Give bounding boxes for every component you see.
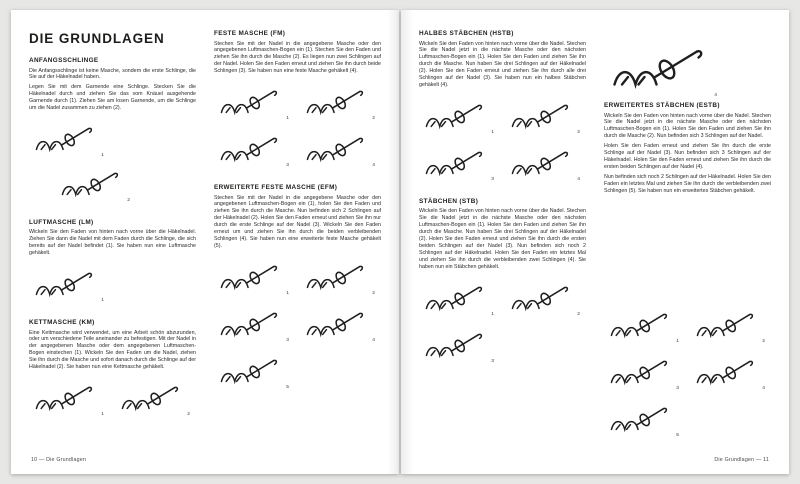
crochet-diagram [302,83,375,122]
crochet-diagram [216,130,289,169]
page-footer-right: Die Grundlagen — 11 [714,457,769,463]
crochet-diagram [421,97,494,135]
figure-number: 2 [577,129,580,135]
section-paragraph: Eine Kettmasche wird verwendet, um eine Arbeit schön abzurunden, oder um verschiedene Teile aneinander zu befestigen. Mit der Nadel in der angegebenen Masche oder dem angegebenen Luftmaschen-Bogen einstechen (1). Wickeln Sie den Faden um die Nadel, ziehen Sie ihn durch die Masche und sofort danach durch die Schlinge auf der Häkelnadel (2). Sie haben nun eine Kettmasche gehäkelt. [29,329,196,371]
crochet-diagram [216,352,289,390]
crochet-diagram [31,265,104,304]
figure-number: 1 [286,116,289,122]
crochet-diagram [507,279,580,317]
crochet-stitch-icon [216,83,282,121]
crochet-stitch-icon [57,165,123,203]
column-1 [29,30,196,448]
section-heading: ERWEITERTE FESTE MASCHE (EFM) [214,184,338,192]
left-page-columns [29,30,381,448]
figure-number: 3 [286,163,289,169]
figure-number: 5 [676,433,679,438]
crochet-diagram [216,83,289,122]
section-staebchen [419,198,586,368]
crochet-diagram [421,279,494,317]
book-spread [11,10,789,474]
figure-number: 5 [286,384,289,390]
crochet-stitch-icon [692,306,758,344]
figure-number: 2 [372,290,375,296]
figure-group [606,306,769,438]
section-heading: LUFTMASCHE (LM) [29,218,94,226]
figure-number: 3 [286,337,289,343]
figure-group [421,279,584,364]
crochet-diagram [31,379,104,417]
section-anfangsschlinge [29,57,196,207]
page-footer-left: 10 — Die Grundlagen [31,457,87,463]
section-kettmasche [29,319,196,421]
figure-group [31,265,194,303]
section-paragraph: Stechen Sie mit der Nadel in die angegebene Masche oder den angegebenen Luftmaschen-Bogen ein (1). Stechen Sie den Faden und ziehen Sie ihn durch die Masche (2). Es liegen nun zwei Schlingen auf der Nadel. Holen Sie den Faden erneut und ziehen Sie ihn durch beide Schlingen (3). Sie haben nun eine feste Masche gehäkelt (4). [214,40,381,75]
section-paragraph: Holen Sie den Faden erneut und ziehen Sie ihn durch die erste Schlinge auf der Nadel (3). Nun befinden sich 3 Schlingen auf der Häkelnadel. Holen Sie den Faden erneut und ziehen Sie ihn durch die ersten beiden Schlingen auf der Nadel (4). [604,143,771,170]
section-luftmasche [29,219,196,307]
crochet-stitch-icon [216,258,282,296]
section-heading: STÄBCHEN (STB) [419,197,479,205]
figure-number: 3 [491,176,494,182]
crochet-stitch-icon [606,353,672,391]
figure-group [31,120,194,203]
crochet-diagram [606,400,679,438]
crochet-stitch-icon [302,83,368,121]
section-paragraph: Wickeln Sie den Faden von hinten nach vorne über die Nadel. Stechen Sie die Nadel jetzt in die nächste Masche oder den nächsten Luftmaschen-Bogen ein (1). Holen Sie den Faden und ziehen Sie ihn durch die Masche. Nun haben Sie drei Schlingen auf der Häkelnadel (2). Holen Sie den Faden erneut und ziehen Sie ihn durch alle drei Schlingen auf der Nadel (3). Sie haben nun ein halbes Stäbchen gehäkelt (4). [419,40,586,88]
crochet-stitch-icon [302,305,368,343]
crochet-diagram [302,130,375,169]
column-3 [419,30,586,448]
crochet-stitch-icon [31,379,97,417]
section-paragraph: Legen Sie mit dem Garnende eine Schlinge. Stecken Sie die Häkelnadel durch und ziehen Sie das vom Knäuel ausgehende Garnende durch (1). Ziehen Sie am losen Garnende, um die Schlinge um die Nadel zusammen zu ziehen (2). [29,84,196,112]
crochet-diagram [302,258,375,296]
crochet-stitch-icon [216,305,282,343]
section-paragraph: Die Anfangsschlinge ist keine Masche, sondern die erste Schlinge, die Sie auf der Häkelnadel haben. [29,67,196,81]
crochet-stitch-icon [216,130,282,168]
section-heading: ANFANGSSCHLINGE [29,57,99,64]
figure-number: 1 [676,339,679,344]
crochet-stitch-icon [31,120,97,158]
figure-number: 4 [372,163,375,169]
page-left [11,10,399,474]
crochet-diagram [216,258,289,296]
figure-number: 4 [577,176,580,182]
crochet-diagram [216,305,289,343]
figure-number: 3 [491,358,494,364]
crochet-diagram [421,144,494,182]
crochet-stitch-icon [421,144,487,182]
crochet-diagram [57,165,130,203]
crochet-diagram [421,326,494,364]
right-page-columns [419,30,771,448]
crochet-stitch-icon [507,279,573,317]
crochet-diagram [606,306,679,344]
figure-number: 1 [101,298,104,304]
figure-group [31,379,194,417]
crochet-diagram [507,144,580,182]
figure-number: 4 [372,337,375,343]
section-paragraph: Wickeln Sie den Faden von hinten nach vorne über die Häkelnadel. Ziehen Sie dann die Nadel mit dem Faden durch die Schlinge, die sich bereits auf der Nadel befindet (1). Sie haben nun eine Luftmasche gehäkelt. [29,229,196,257]
crochet-diagram [31,120,104,158]
figure-number: 4 [762,386,765,391]
figure-number: 2 [762,339,765,344]
crochet-stitch-icon [421,97,487,135]
crochet-stitch-icon [692,353,758,391]
section-heading: FESTE MASCHE (FM) [214,30,286,37]
column-4 [604,30,771,448]
figure-number: 1 [491,129,494,135]
figure-number: 1 [101,412,104,417]
figure-number: 1 [491,311,494,317]
page-right [401,10,789,474]
crochet-diagram [692,353,765,391]
crochet-stitch-icon [606,400,672,438]
figure-number: 1 [101,152,104,158]
figure-group-staebchen-continued [606,38,769,98]
crochet-stitch-icon [117,379,183,417]
section-heading: ERWEITERTES STÄBCHEN (ESTB) [604,102,720,109]
figure-number: 2 [127,197,130,203]
crochet-stitch-icon [302,258,368,296]
figure-number: 3 [676,386,679,391]
section-feste-masche [214,30,381,172]
crochet-stitch-icon [421,279,487,317]
crochet-diagram [302,305,375,343]
section-paragraph: Wickeln Sie den Faden von hinten nach vorne über die Nadel. Stechen Sie die Nadel jetzt in die nächste Masche oder den nächsten Luftmaschen-Bogen ein (1). Holen Sie den Faden und ziehen Sie ihn durch die Masche. Nun haben Sie drei Schlingen auf der Häkelnadel (2). Holen Sie den Faden erneut und ziehen Sie ihn durch die ersten beiden Schlingen auf der Nadel (3). Nun befinden sich noch 2 Schlingen auf der Häkelnadel. Holen Sie den Faden ein letztes Mal und ziehen Sie ihn durch die verbleibenden zwei Schlingen (4). Sie haben nun ein Stäbchen gehäkelt. [419,208,586,270]
crochet-diagram [692,306,765,344]
crochet-diagram [507,97,580,135]
figure-number: 2 [577,311,580,317]
figure-number: 1 [286,290,289,296]
crochet-stitch-icon [31,265,97,303]
section-erweitertes-staebchen [604,102,771,197]
crochet-stitch-icon [507,144,573,182]
figure-number: 2 [187,412,190,417]
crochet-diagram [117,379,190,417]
column-2 [214,30,381,448]
section-halbes-staebchen [419,30,586,186]
section-paragraph: Stechen Sie mit der Nadel in die angegebene Masche oder den angegebenen Luftmaschen-Bogen ein (1), holen Sie den Faden und ziehen Sie ihn durch die Masche. Nun befinden sich 2 Schlingen auf der Häkelnadel (2). Holen Sie den Faden erneut und ziehen Sie ihn nur durch die erste Schlinge auf der Nadel (3). Wickeln Sie den Faden erneut um und ziehen Sie ihn durch die beiden verbleibenden Schlingen (4). Sie haben nun eine erweiterte feste Masche gehäkelt (5). [214,194,381,249]
figure-number: 4 [714,93,717,98]
section-erweiterte-feste-masche [214,184,381,394]
section-heading: HALBES STÄBCHEN (HSTB) [419,30,514,37]
crochet-stitch-icon [606,306,672,344]
section-paragraph: Nun befinden sich noch 2 Schlingen auf der Häkelnadel. Holen Sie den Faden ein letztes Mal und ziehen Sie ihn durch die verbleibenden zwei Schlingen (5). Sie haben nun ein erweitertes Stäbchen gehäkelt. [604,173,771,194]
crochet-stitch-icon [606,38,710,98]
figure-group [216,83,379,168]
section-heading: KETTMASCHE (KM) [29,319,95,327]
figure-group [216,258,379,390]
page-title: DIE GRUNDLAGEN [29,31,165,46]
crochet-stitch-icon [216,352,282,390]
figure-group [421,97,584,182]
crochet-stitch-icon [302,130,368,168]
figure-number: 2 [372,116,375,122]
crochet-diagram [606,353,679,391]
section-paragraph: Wickeln Sie den Faden von hinten nach vorne über die Nadel. Stechen Sie die Nadel jetzt in die nächste Masche oder den nächsten Luftmaschen-Bogen ein (1). Holen Sie den Faden und ziehen Sie ihn durch die Masche (2). Nun befinden sich 3 Schlingen auf der Nadel. [604,112,771,140]
crochet-stitch-icon [421,326,487,364]
crochet-diagram [606,38,717,98]
crochet-stitch-icon [507,97,573,135]
